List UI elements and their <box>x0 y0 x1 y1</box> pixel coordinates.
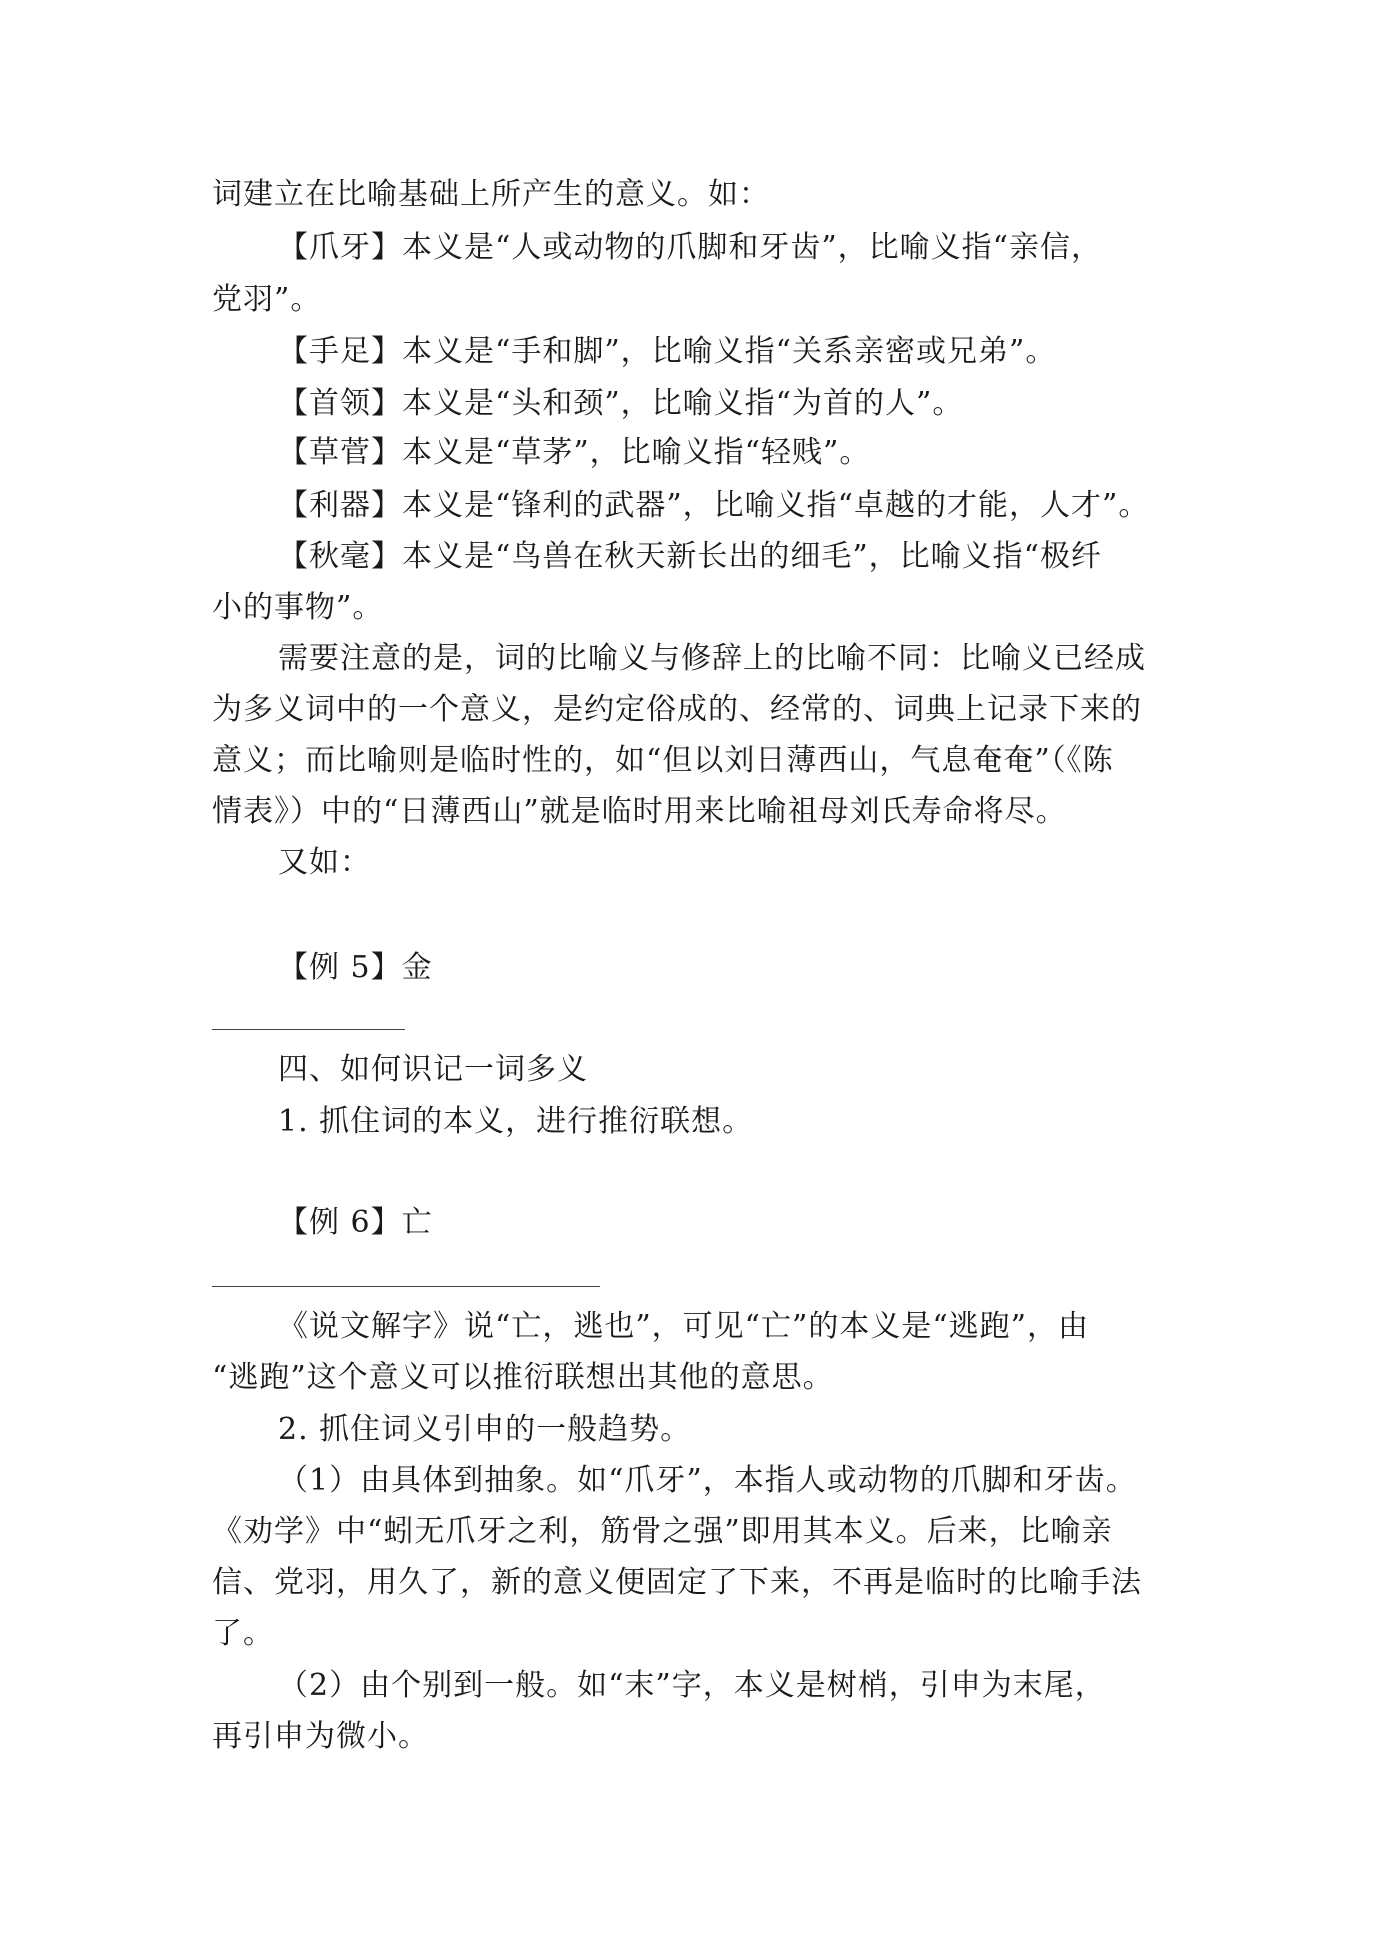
answer-blank-line <box>212 1286 600 1287</box>
paragraph-line: 词建立在比喻基础上所产生的意义。如： <box>212 177 770 212</box>
paragraph-line: “逃跑”这个意义可以推衍联想出其他的意思。 <box>212 1360 834 1395</box>
paragraph-line: 又如： <box>278 845 371 880</box>
paragraph-line: 信、党羽，用久了，新的意义便固定了下来，不再是临时的比喻手法 <box>212 1565 1142 1600</box>
paragraph-line: 小的事物”。 <box>212 590 384 625</box>
paragraph-line: 需要注意的是，词的比喻义与修辞上的比喻不同：比喻义已经成 <box>278 641 1146 676</box>
paragraph-line: 2. 抓住词义引申的一般趋势。 <box>278 1412 692 1447</box>
paragraph-line: 1. 抓住词的本义，进行推衍联想。 <box>278 1104 754 1139</box>
paragraph-line: 再引申为微小。 <box>212 1719 429 1754</box>
paragraph-line: （2）由个别到一般。如“末”字，本义是树梢，引申为末尾， <box>278 1668 1106 1703</box>
example-heading: 【例 5】金 <box>278 950 433 985</box>
paragraph-line: 为多义词中的一个意义，是约定俗成的、经常的、词典上记录下来的 <box>212 692 1142 727</box>
paragraph-line: 了。 <box>212 1616 274 1651</box>
section-heading: 四、如何识记一词多义 <box>278 1052 588 1087</box>
paragraph-line: 党羽”。 <box>212 282 322 317</box>
paragraph-line: 【秋毫】本义是“鸟兽在秋天新长出的细毛”，比喻义指“极纤 <box>278 539 1103 574</box>
paragraph-line: 《说文解字》说“亡，逃也”，可见“亡”的本义是“逃跑”，由 <box>278 1309 1090 1344</box>
example-heading: 【例 6】亡 <box>278 1205 433 1240</box>
answer-blank-line <box>212 1029 405 1030</box>
paragraph-line: 情表》）中的“日薄西山”就是临时用来比喻祖母刘氏寿命将尽。 <box>212 794 1067 829</box>
paragraph-line: 【手足】本义是“手和脚”，比喻义指“关系亲密或兄弟”。 <box>278 334 1057 369</box>
paragraph-line: 【爪牙】本义是“人或动物的爪脚和牙齿”，比喻义指“亲信， <box>278 230 1103 265</box>
paragraph-line: （1）由具体到抽象。如“爪牙”，本指人或动物的爪脚和牙齿。 <box>278 1463 1137 1498</box>
paragraph-line: 意义；而比喻则是临时性的，如“但以刘日薄西山，气息奄奄”（《陈 <box>212 743 1114 778</box>
paragraph-line: 【首领】本义是“头和颈”，比喻义指“为首的人”。 <box>278 386 964 421</box>
paragraph-line: 【利器】本义是“锋利的武器”，比喻义指“卓越的才能，人才”。 <box>278 488 1150 523</box>
paragraph-line: 《劝学》中“蚓无爪牙之利，筋骨之强”即用其本义。后来，比喻亲 <box>212 1514 1113 1549</box>
paragraph-line: 【草菅】本义是“草茅”，比喻义指“轻贱”。 <box>278 435 871 470</box>
